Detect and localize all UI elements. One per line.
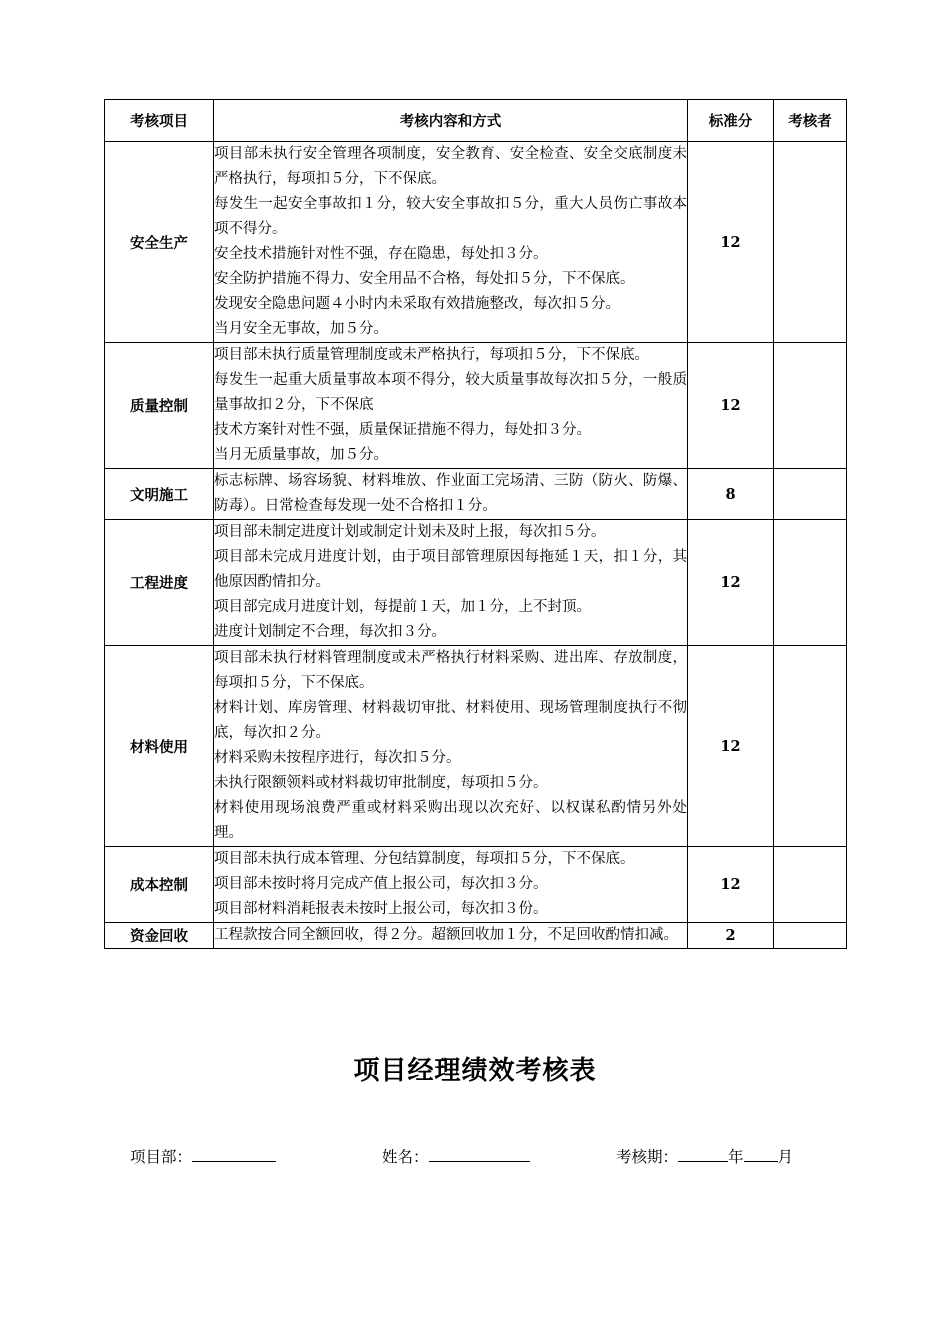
content-line: 项目部未执行质量管理制度或未严格执行，每项扣５分，下不保底。 bbox=[214, 347, 649, 363]
content-line: 安全防护措施不得力、安全用品不合格，每处扣５分，下不保底。 bbox=[214, 271, 635, 287]
content-line: 项目部未执行材料管理制度或未严格执行材料采购、进出库、存放制度，每项扣５分，下不保底。 bbox=[214, 650, 687, 691]
score-cell: 12 bbox=[688, 343, 774, 469]
score-cell: 12 bbox=[688, 847, 774, 923]
table-row bbox=[105, 923, 847, 949]
header-item: 考核项目 bbox=[105, 100, 214, 142]
reviewer-cell[interactable] bbox=[774, 142, 847, 343]
department-label: 项目部： bbox=[130, 1148, 193, 1166]
content-line: 项目部未执行成本管理、分包结算制度，每项扣５分，下不保底。 bbox=[214, 851, 635, 867]
category-cell: 质量控制 bbox=[105, 343, 214, 469]
content-line: 项目部未按时将月完成产值上报公司，每次扣３分。 bbox=[214, 876, 548, 892]
reviewer-cell[interactable] bbox=[774, 469, 847, 520]
name-label: 姓名： bbox=[382, 1148, 429, 1166]
category-cell: 文明施工 bbox=[105, 469, 214, 520]
period-label: 考核期： bbox=[616, 1148, 679, 1166]
content-line: 当月无质量事故，加５分。 bbox=[214, 447, 388, 463]
content-line: 项目部未制定进度计划或制定计划未及时上报，每次扣５分。 bbox=[214, 524, 606, 540]
category-cell: 工程进度 bbox=[105, 520, 214, 646]
year-label: 年 bbox=[728, 1148, 744, 1166]
score-cell: 2 bbox=[688, 923, 774, 949]
assessment-table bbox=[104, 99, 847, 949]
department-field bbox=[130, 1145, 276, 1167]
reviewer-cell[interactable] bbox=[774, 847, 847, 923]
reviewer-cell[interactable] bbox=[774, 646, 847, 847]
content-line: 进度计划制定不合理，每次扣３分。 bbox=[214, 624, 446, 640]
department-blank[interactable] bbox=[192, 1145, 276, 1162]
content-line: 安全技术措施针对性不强，存在隐患，每处扣３分。 bbox=[214, 246, 548, 262]
content-cell bbox=[214, 469, 688, 520]
month-blank[interactable] bbox=[744, 1145, 778, 1162]
category-cell: 安全生产 bbox=[105, 142, 214, 343]
name-field bbox=[382, 1145, 530, 1167]
name-blank[interactable] bbox=[429, 1145, 530, 1162]
category-cell: 成本控制 bbox=[105, 847, 214, 923]
content-line: 未执行限额领料或材料裁切审批制度，每项扣５分。 bbox=[214, 775, 548, 791]
reviewer-cell[interactable] bbox=[774, 520, 847, 646]
score-cell: 8 bbox=[688, 469, 774, 520]
table-row bbox=[105, 520, 847, 646]
category-cell: 资金回收 bbox=[105, 923, 214, 949]
form-title: 项目经理绩效考核表 bbox=[353, 1056, 597, 1086]
content-cell bbox=[214, 142, 688, 343]
table-row bbox=[105, 646, 847, 847]
header-score: 标准分 bbox=[688, 100, 774, 142]
score-cell: 12 bbox=[688, 646, 774, 847]
content-line: 项目部未执行安全管理各项制度，安全教育、安全检查、安全交底制度未严格执行，每项扣５分，下不保底。 bbox=[214, 146, 687, 187]
content-line: 当月安全无事故，加５分。 bbox=[214, 321, 388, 337]
period-field bbox=[616, 1145, 793, 1167]
category-cell: 材料使用 bbox=[105, 646, 214, 847]
reviewer-cell[interactable] bbox=[774, 923, 847, 949]
content-cell bbox=[214, 646, 688, 847]
content-line: 材料采购未按程序进行，每次扣５分。 bbox=[214, 750, 461, 766]
content-line: 技术方案针对性不强，质量保证措施不得力，每处扣３分。 bbox=[214, 422, 591, 438]
content-line: 项目部未完成月进度计划，由于项目部管理原因每拖延１天，扣１分，其他原因酌情扣分。 bbox=[214, 549, 687, 590]
header-reviewer: 考核者 bbox=[774, 100, 847, 142]
content-cell bbox=[214, 520, 688, 646]
month-label: 月 bbox=[777, 1148, 794, 1166]
content-line: 每发生一起安全事故扣１分，较大安全事故扣５分，重大人员伤亡事故本项不得分。 bbox=[214, 196, 687, 237]
content-line: 材料计划、库房管理、材料裁切审批、材料使用、现场管理制度执行不彻底，每次扣２分。 bbox=[214, 700, 687, 741]
header-content: 考核内容和方式 bbox=[214, 100, 688, 142]
content-line: 材料使用现场浪费严重或材料采购出现以次充好、以权谋私酌情另外处理。 bbox=[214, 800, 687, 841]
table-row bbox=[105, 343, 847, 469]
score-cell: 12 bbox=[688, 520, 774, 646]
score-cell: 12 bbox=[688, 142, 774, 343]
content-line: 项目部材料消耗报表未按时上报公司，每次扣３份。 bbox=[214, 901, 548, 917]
content-cell bbox=[214, 343, 688, 469]
content-line: 每发生一起重大质量事故本项不得分，较大质量事故每次扣５分，一般质量事故扣２分，下不保底 bbox=[214, 372, 687, 413]
table-row bbox=[105, 142, 847, 343]
table-header-row bbox=[105, 100, 847, 142]
content-cell bbox=[214, 923, 688, 949]
content-line: 标志标牌、场容场貌、材料堆放、作业面工完场清、三防（防火、防爆、防毒）。日常检查每发现一处不合格扣１分。 bbox=[214, 473, 687, 514]
content-line: 项目部完成月进度计划，每提前１天，加１分，上不封顶。 bbox=[214, 599, 591, 615]
reviewer-cell[interactable] bbox=[774, 343, 847, 469]
table-row bbox=[105, 469, 847, 520]
content-line: 发现安全隐患问题４小时内未采取有效措施整改，每次扣５分。 bbox=[214, 296, 620, 312]
year-blank[interactable] bbox=[678, 1145, 728, 1162]
content-cell bbox=[214, 847, 688, 923]
content-line: 工程款按合同全额回收，得２分。超额回收加１分，不足回收酌情扣减。 bbox=[214, 927, 678, 943]
table-row bbox=[105, 847, 847, 923]
